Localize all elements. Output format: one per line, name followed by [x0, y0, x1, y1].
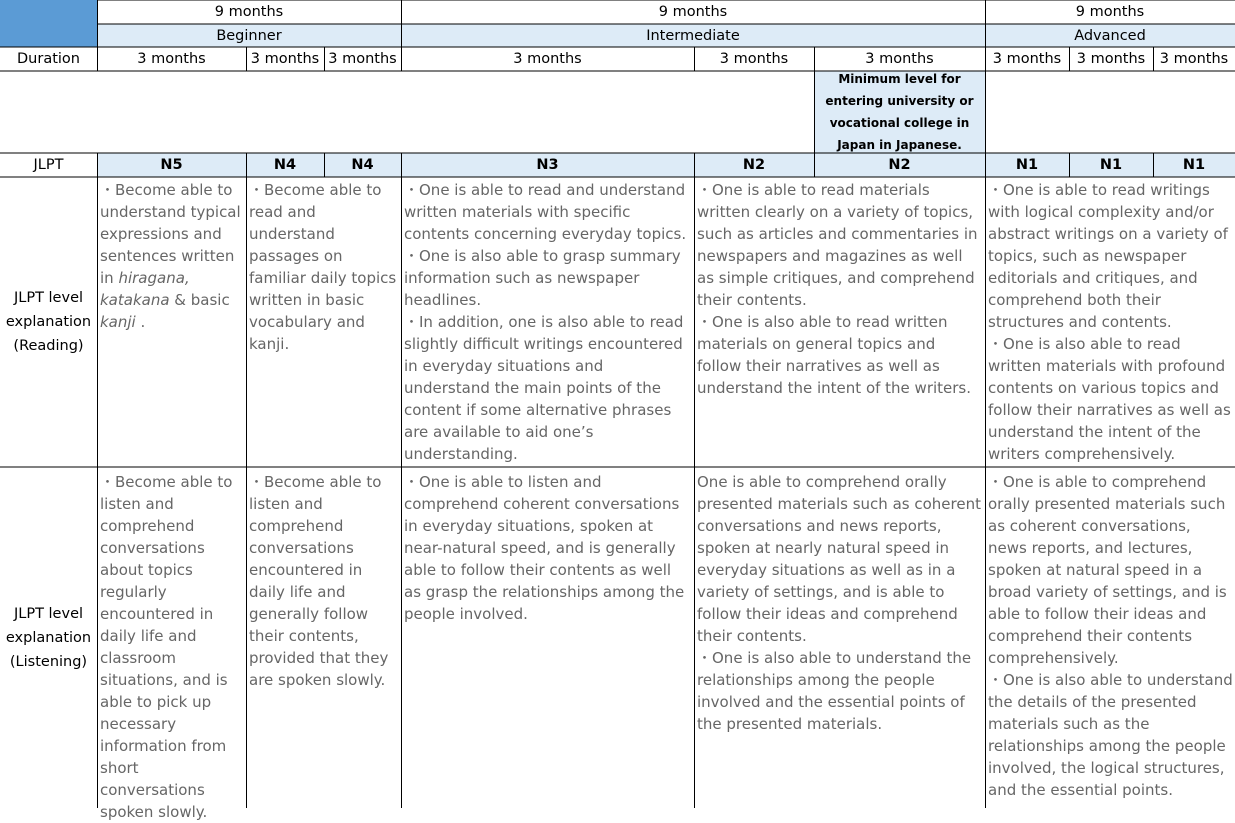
- jlpt-level-n4: N4: [324, 153, 401, 177]
- jlpt-level-n1: N1: [985, 153, 1069, 177]
- duration-3-cell: 3 months: [1159, 51, 1229, 67]
- corner-cell: [0, 0, 97, 47]
- jlpt-level-n5: N5: [97, 153, 246, 177]
- reading-intermediate-b: ・One is able to read materials written clearly on a variety of topics, such as articles and commentaries in newspapers and magazines as well as simple critiques, and comprehend their contents. ・One is also able to read written materials on general topics and follow their narratives as well as understand the intent of the writers.: [697, 181, 978, 397]
- duration-3-cell: 3 months: [992, 51, 1062, 67]
- duration-3-cell: 3 months: [719, 51, 789, 67]
- jlpt-level-n2: N2: [814, 153, 985, 177]
- duration-9-beginner: 9 months: [214, 4, 284, 20]
- duration-3-cell: 3 months: [250, 51, 320, 67]
- jlpt-label: JLPT: [33, 157, 64, 173]
- listening-intermediate-a: ・One is able to listen and comprehend coherent conversations in everyday situations, spoken at near-natural speed, and is generally able to follow their contents as well as grasp the relationships among the people involved.: [404, 473, 685, 623]
- listening-intermediate-b: One is able to comprehend orally presented materials such as coherent conversations and news reports, spoken at nearly natural speed in everyday situations as well as in a variety of settings, and is able to follow their ideas and comprehend their contents. ・One is also able to understand the relationships among the people involved and the essential points of the presented materials.: [697, 473, 981, 733]
- jlpt-level-n1: N1: [1069, 153, 1153, 177]
- level-advanced: Advanced: [985, 24, 1235, 47]
- jlpt-level-n4: N4: [246, 153, 324, 177]
- duration-label: Duration: [17, 51, 80, 67]
- listening-beginner-b: ・Become able to listen and comprehend conversations encountered in daily life and generally follow their contents, provided that they are spoken slowly.: [249, 473, 389, 689]
- reading-beginner-a-and: & basic: [169, 291, 230, 309]
- listening-beginner-a: ・Become able to listen and comprehend conversations about topics regularly encountered in daily life and classroom situations, and is able to pick up necessary information from short conversations spoken slowly.: [100, 473, 233, 821]
- reading-intermediate-a: ・One is able to read and understand written materials with specific contents concerning everyday topics. ・One is also able to grasp summary information such as newspaper headlines. ・In addition, one is also able to read slightly difficult writings encountered in everyday situations and understand the main points of the content if some alternative phrases are available to aid one’s understanding.: [404, 181, 687, 463]
- level-intermediate: Intermediate: [401, 24, 985, 47]
- jlpt-level-n1: N1: [1153, 153, 1235, 177]
- jlpt-level-n2: N2: [694, 153, 814, 177]
- duration-9-intermediate: 9 months: [658, 4, 728, 20]
- duration-3-cell: 3 months: [865, 51, 934, 67]
- level-beginner: Beginner: [97, 24, 401, 47]
- katakana-term: katakana: [100, 291, 170, 309]
- reading-beginner-b: ・Become able to read and understand passages on familiar daily topics written in basic vocabulary and kanji.: [249, 181, 397, 353]
- reading-beginner-a: [97, 177, 246, 467]
- duration-3-cell: 3 months: [137, 51, 206, 67]
- university-entry-note: Minimum level for entering university or vocational college in Japan in Japanese.: [814, 71, 985, 153]
- reading-beginner-a-end: .: [135, 313, 146, 331]
- reading-beginner-a-text: ・Become able to understand typical expressions and sentences written in: [100, 181, 241, 287]
- duration-3-cell: 3 months: [513, 51, 582, 67]
- duration-9-advanced: 9 months: [1075, 4, 1145, 20]
- hiragana-term: hiragana,: [118, 269, 190, 287]
- kanji-term: kanji: [100, 313, 136, 331]
- listening-advanced: ・One is able to comprehend orally presented materials such as coherent conversations, news reports, and lectures, spoken at natural speed in a broad variety of settings, and is able to follow their ideas and comprehend their contents comprehensively. ・One is also able to understand the details of the presented materials such as the relationships among the people involved, the logical structures, and the essential points.: [988, 473, 1233, 799]
- reading-advanced: ・One is able to read writings with logical complexity and/or abstract writings on a variety of topics, such as newspaper editorials and critiques, and comprehend both their structures and contents. ・One is also able to read written materials with profound contents on various topics and follow their narratives as well as understand the intent of the writers comprehensively.: [988, 181, 1231, 463]
- duration-3-cell: 3 months: [1076, 51, 1146, 67]
- jlpt-level-n3: N3: [401, 153, 694, 177]
- reading-row-label: JLPT level explanation (Reading): [5, 290, 92, 354]
- duration-3-cell: 3 months: [328, 51, 397, 67]
- listening-row-label: JLPT level explanation (Listening): [5, 605, 92, 670]
